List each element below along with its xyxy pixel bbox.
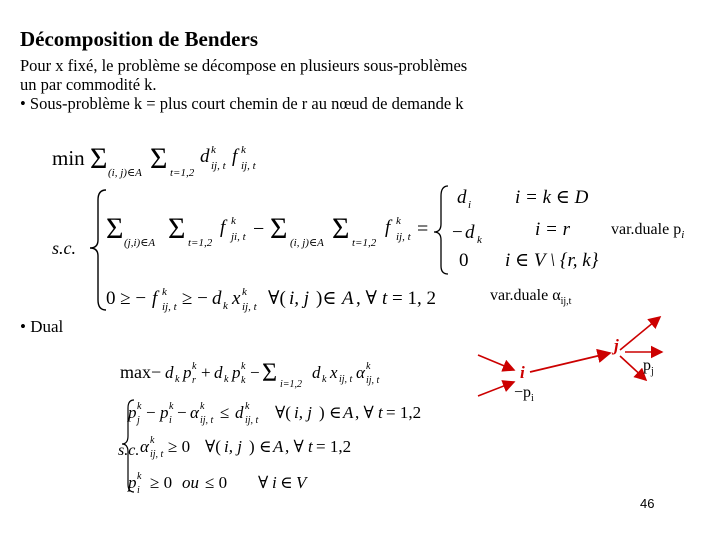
svg-text:f: f <box>232 146 238 167</box>
svg-text:= 1,2: = 1,2 <box>316 437 352 456</box>
outgoing-arc-upper <box>620 317 660 350</box>
svg-text:d: d <box>212 288 222 309</box>
dual-objective <box>120 358 380 390</box>
svg-text:d: d <box>312 363 321 382</box>
svg-text:∀(: ∀( <box>268 288 286 309</box>
svg-text:) ∈: ) ∈ <box>249 437 272 456</box>
svg-text:Σ: Σ <box>262 358 278 387</box>
primal-flow-constraint <box>106 186 599 274</box>
svg-text:k: k <box>322 374 327 385</box>
svg-text:−: − <box>250 363 260 382</box>
svg-text:f: f <box>152 288 158 309</box>
primal-capacity-constraint <box>106 286 436 313</box>
svg-text:k: k <box>211 144 216 156</box>
svg-text:k: k <box>150 435 155 446</box>
svg-text:t: t <box>308 437 313 456</box>
page-number: 46 <box>640 496 655 511</box>
svg-text:p: p <box>128 473 137 492</box>
node-i-label: i <box>520 363 525 382</box>
svg-text:f: f <box>220 217 226 238</box>
svg-text:k: k <box>241 375 246 386</box>
primal-objective <box>52 142 257 179</box>
svg-text:d: d <box>165 363 174 382</box>
svg-text:(j,i)∈A: (j,i)∈A <box>124 237 156 249</box>
svg-text:i = k ∈ D: i = k ∈ D <box>515 187 589 208</box>
svg-text:d: d <box>214 363 223 382</box>
svg-text:k: k <box>231 215 236 227</box>
svg-text:ij, t: ij, t <box>242 301 257 313</box>
svg-text:k: k <box>137 401 142 412</box>
svg-text:α: α <box>356 363 365 382</box>
svg-text:ij, t: ij, t <box>241 160 256 172</box>
svg-text:k: k <box>223 300 228 312</box>
svg-text:k: k <box>242 286 247 298</box>
svg-text:f: f <box>385 217 391 238</box>
svg-text:i = r: i = r <box>535 219 570 240</box>
svg-text:x: x <box>232 288 241 309</box>
svg-text:≥ −: ≥ − <box>182 288 208 309</box>
svg-text:−: − <box>452 222 463 243</box>
intro-line-1: Pour x fixé, le problème se décompose en plusieurs sous-problèmes <box>20 56 468 75</box>
svg-text:≤ 0: ≤ 0 <box>205 473 228 492</box>
dual-st-label: s.c. <box>118 442 140 459</box>
svg-text:A: A <box>342 288 354 309</box>
svg-text:Σ: Σ <box>168 212 186 245</box>
intro-line-3: • Sous-problème k = plus court chemin de r au nœud de demande k <box>20 94 464 113</box>
svg-text:p: p <box>128 403 137 422</box>
node-j-label: j <box>614 336 619 355</box>
arc-i-j <box>530 353 610 372</box>
svg-text:i: i <box>137 485 140 496</box>
svg-text:t: t <box>378 403 383 422</box>
svg-text:t=1,2: t=1,2 <box>170 167 195 179</box>
svg-text:j: j <box>137 415 140 426</box>
svg-text:= 1,2: = 1,2 <box>386 403 422 422</box>
svg-text:α: α <box>190 403 199 422</box>
svg-text:−: − <box>177 403 187 422</box>
var-duale-p-label: var.duale $p_i$ <box>611 221 685 242</box>
svg-text:t: t <box>382 288 388 309</box>
dual-constraint-2 <box>140 435 351 460</box>
svg-text:ij, t: ij, t <box>211 160 226 172</box>
svg-text:, ∀: , ∀ <box>355 403 374 422</box>
svg-text:k: k <box>162 286 167 298</box>
svg-text:−: − <box>146 403 156 422</box>
svg-text:(i, j)∈A: (i, j)∈A <box>290 237 324 249</box>
svg-text:ij, t: ij, t <box>150 449 164 460</box>
svg-text:ij, t: ij, t <box>366 375 380 386</box>
svg-text:A: A <box>343 403 354 422</box>
svg-text:d: d <box>457 187 467 208</box>
svg-text:∀(: ∀( <box>205 437 221 456</box>
label-minus-pi: $-p_i$ <box>514 384 534 405</box>
svg-text:ij, t: ij, t <box>339 374 353 385</box>
primal-brace <box>90 190 106 310</box>
svg-text:V: V <box>296 473 307 492</box>
svg-text:−: − <box>253 218 265 240</box>
svg-text:k: k <box>175 374 180 385</box>
incoming-arc-upper <box>478 355 514 370</box>
svg-text:k: k <box>241 144 246 156</box>
svg-text:k: k <box>396 215 401 227</box>
dual-bullet: • Dual <box>20 317 64 336</box>
primal-st-label: s.c. <box>52 238 76 258</box>
svg-text:= 1, 2: = 1, 2 <box>392 288 436 309</box>
svg-text:Σ: Σ <box>106 212 124 245</box>
svg-text:)∈: )∈ <box>316 288 337 309</box>
svg-text:ij, t: ij, t <box>162 301 177 313</box>
svg-text:max−: max− <box>120 362 162 382</box>
svg-text:t=1,2: t=1,2 <box>352 237 377 249</box>
svg-text:Σ: Σ <box>270 212 288 245</box>
svg-text:0 ≥ −: 0 ≥ − <box>106 288 147 309</box>
dual-constraint-1 <box>127 401 421 426</box>
svg-text:≥ 0: ≥ 0 <box>150 473 173 492</box>
svg-text:ij, t: ij, t <box>200 415 214 426</box>
svg-text:k: k <box>224 374 229 385</box>
svg-text:k: k <box>241 361 246 372</box>
svg-text:k: k <box>169 401 174 412</box>
svg-text:, ∀: , ∀ <box>356 288 377 309</box>
svg-text:k: k <box>366 361 371 372</box>
svg-text:d: d <box>465 222 475 243</box>
svg-text:d: d <box>235 403 244 422</box>
svg-text:ou: ou <box>182 473 199 492</box>
svg-text:k: k <box>477 234 482 246</box>
svg-text:∀: ∀ <box>258 473 269 492</box>
svg-text:0: 0 <box>459 250 469 271</box>
dual-constraint-3 <box>127 471 309 496</box>
svg-text:p: p <box>232 363 241 382</box>
svg-text:k: k <box>200 401 205 412</box>
svg-text:x: x <box>330 363 338 382</box>
svg-text:min: min <box>52 146 85 170</box>
slide-title: Décomposition de Benders <box>20 27 258 51</box>
svg-text:Σ: Σ <box>90 142 108 175</box>
svg-text:r: r <box>192 375 196 386</box>
intro-line-2: un par commodité k. <box>20 75 157 94</box>
svg-text:d: d <box>200 146 210 167</box>
svg-text:i ∈ V \ {r, k}: i ∈ V \ {r, k} <box>505 250 599 271</box>
svg-text:=: = <box>417 218 429 240</box>
svg-text:i: i <box>169 415 172 426</box>
svg-text:≤: ≤ <box>220 403 230 422</box>
svg-text:i: i <box>272 473 277 492</box>
svg-text:ji, t: ji, t <box>231 231 246 243</box>
svg-text:Σ: Σ <box>150 142 168 175</box>
svg-text:t=1,2: t=1,2 <box>188 237 213 249</box>
label-pj: $p_j$ <box>643 357 654 378</box>
svg-text:p: p <box>160 403 169 422</box>
svg-text:Σ: Σ <box>332 212 350 245</box>
svg-text:∀(: ∀( <box>275 403 291 422</box>
svg-text:i, j: i, j <box>289 288 310 309</box>
svg-text:k: k <box>137 471 142 482</box>
svg-text:k: k <box>245 401 250 412</box>
svg-text:α: α <box>140 437 149 456</box>
var-duale-alpha-label: var.duale $\alpha_{ij,t}$ <box>490 287 572 308</box>
svg-text:i, j: i, j <box>224 437 242 456</box>
svg-text:ij, t: ij, t <box>245 415 259 426</box>
svg-text:i, j: i, j <box>294 403 312 422</box>
svg-text:≥ 0: ≥ 0 <box>168 437 191 456</box>
svg-text:) ∈: ) ∈ <box>319 403 342 422</box>
svg-text:p: p <box>183 363 192 382</box>
incoming-arc-lower <box>478 382 514 396</box>
svg-text:k: k <box>192 361 197 372</box>
svg-text:i=1,2: i=1,2 <box>280 379 303 390</box>
svg-text:i: i <box>468 199 472 211</box>
svg-text:ij, t: ij, t <box>396 231 411 243</box>
svg-text:(i, j)∈A: (i, j)∈A <box>108 167 142 179</box>
svg-text:A: A <box>273 437 284 456</box>
svg-text:∈: ∈ <box>280 473 293 492</box>
arc-diagram <box>478 317 662 396</box>
svg-text:, ∀: , ∀ <box>285 437 304 456</box>
svg-text:+: + <box>201 363 211 382</box>
